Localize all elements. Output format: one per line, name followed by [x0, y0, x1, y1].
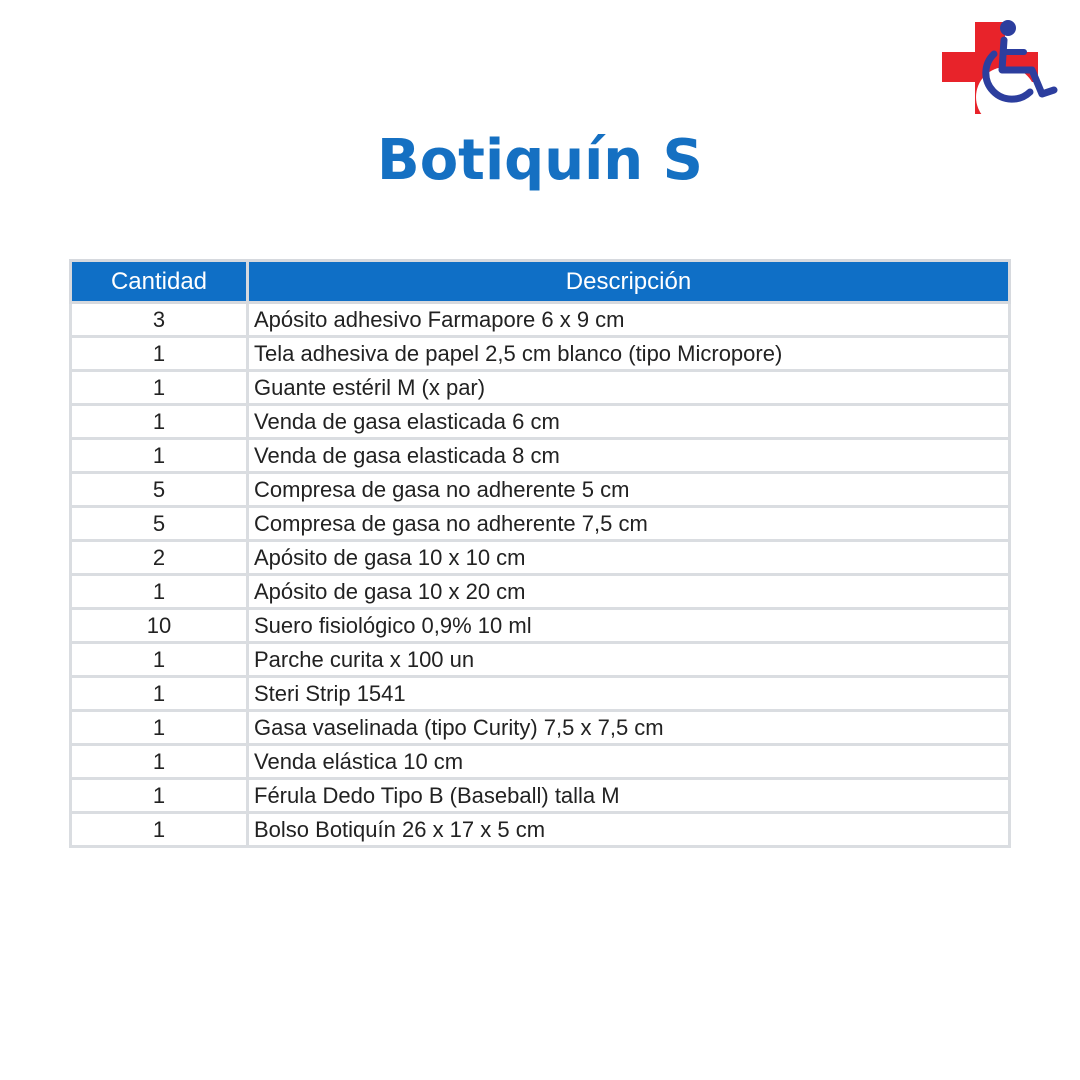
- description-cell: Apósito adhesivo Farmapore 6 x 9 cm: [248, 303, 1010, 337]
- quantity-cell: 10: [71, 609, 248, 643]
- column-header-quantity: Cantidad: [71, 261, 248, 303]
- description-cell: Steri Strip 1541: [248, 677, 1010, 711]
- description-cell: Apósito de gasa 10 x 10 cm: [248, 541, 1010, 575]
- description-cell: Compresa de gasa no adherente 5 cm: [248, 473, 1010, 507]
- table-row: [71, 507, 1010, 541]
- quantity-cell: 1: [71, 439, 248, 473]
- table-row: [71, 541, 1010, 575]
- description-cell: Venda elástica 10 cm: [248, 745, 1010, 779]
- description-cell: Apósito de gasa 10 x 20 cm: [248, 575, 1010, 609]
- table-row: [71, 711, 1010, 745]
- quantity-cell: 1: [71, 677, 248, 711]
- table-header-row: [71, 261, 1010, 303]
- table-row: [71, 405, 1010, 439]
- description-cell: Venda de gasa elasticada 8 cm: [248, 439, 1010, 473]
- page-title: Botiquín S: [377, 128, 703, 193]
- description-cell: Suero fisiológico 0,9% 10 ml: [248, 609, 1010, 643]
- description-cell: Compresa de gasa no adherente 7,5 cm: [248, 507, 1010, 541]
- table-row: [71, 439, 1010, 473]
- description-cell: Parche curita x 100 un: [248, 643, 1010, 677]
- table-row: [71, 745, 1010, 779]
- table-row: [71, 609, 1010, 643]
- description-cell: Bolso Botiquín 26 x 17 x 5 cm: [248, 813, 1010, 847]
- table-row: [71, 643, 1010, 677]
- table-row: [71, 779, 1010, 813]
- table-row: [71, 473, 1010, 507]
- quantity-cell: 1: [71, 711, 248, 745]
- column-header-description: Descripción: [248, 261, 1010, 303]
- logo-graphic: [942, 18, 1066, 116]
- quantity-cell: 3: [71, 303, 248, 337]
- description-cell: Venda de gasa elasticada 6 cm: [248, 405, 1010, 439]
- quantity-cell: 5: [71, 507, 248, 541]
- quantity-cell: 5: [71, 473, 248, 507]
- quantity-cell: 1: [71, 371, 248, 405]
- table-row: [71, 337, 1010, 371]
- description-cell: Tela adhesiva de papel 2,5 cm blanco (tipo Micropore): [248, 337, 1010, 371]
- table-row: [71, 575, 1010, 609]
- medical-cross-wheelchair-icon: [942, 18, 1066, 116]
- table-row: [71, 677, 1010, 711]
- quantity-cell: 2: [71, 541, 248, 575]
- table-row: [71, 371, 1010, 405]
- quantity-cell: 1: [71, 575, 248, 609]
- kit-contents-table: [69, 259, 1011, 848]
- table-row: [71, 813, 1010, 847]
- quantity-cell: 1: [71, 337, 248, 371]
- quantity-cell: 1: [71, 643, 248, 677]
- table-body: [71, 303, 1010, 847]
- quantity-cell: 1: [71, 405, 248, 439]
- description-cell: Guante estéril M (x par): [248, 371, 1010, 405]
- quantity-cell: 1: [71, 813, 248, 847]
- description-cell: Gasa vaselinada (tipo Curity) 7,5 x 7,5 cm: [248, 711, 1010, 745]
- table-row: [71, 303, 1010, 337]
- quantity-cell: 1: [71, 779, 248, 813]
- quantity-cell: 1: [71, 745, 248, 779]
- description-cell: Férula Dedo Tipo B (Baseball) talla M: [248, 779, 1010, 813]
